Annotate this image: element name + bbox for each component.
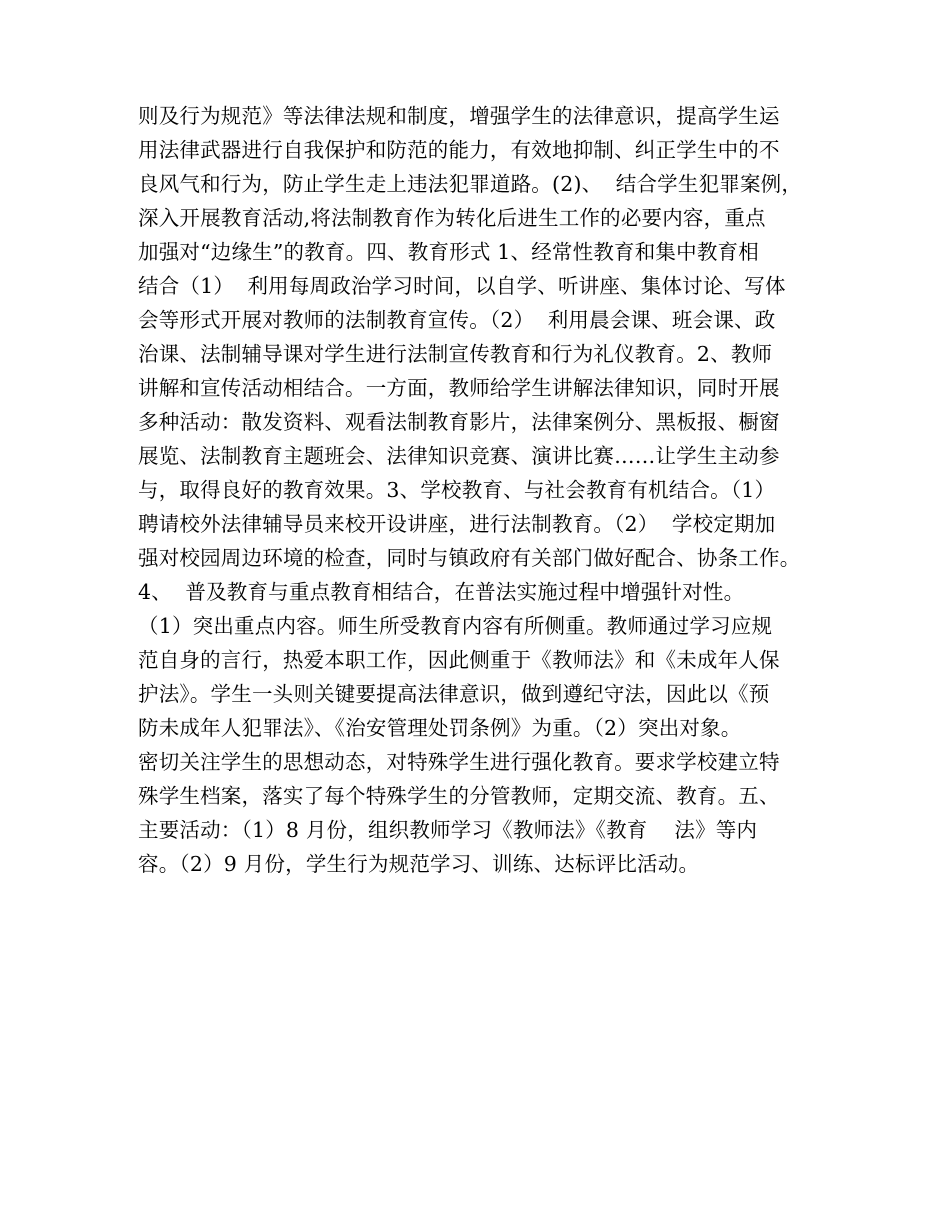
text-line: 讲解和宣传活动相结合。一方面，教师给学生讲解法律知识，同时开展: [138, 376, 780, 400]
text-line: 深入开展教育活动,将法制教育作为转化后进生工作的必要内容，重点: [138, 206, 766, 230]
text-line: 会等形式开展对教师的法制教育宣传。（2） 利用晨会课、班会课、政: [138, 308, 776, 332]
text-line: 范自身的言行，热爱本职工作，因此侧重于《教师法》和《未成年人保: [138, 648, 780, 672]
text-line: 护法》。学生一头则关键要提高法律意识，做到遵纪守法，因此以《预: [138, 682, 770, 706]
text-line: 治课、法制辅导课对学生进行法制宣传教育和行为礼仪教育。2、教师: [138, 342, 773, 366]
text-line: 密切关注学生的思想动态，对特殊学生进行强化教育。要求学校建立特: [138, 750, 780, 774]
text-line: 良风气和行为，防止学生走上违法犯罪道路。(2)、 结合学生犯罪案例，: [138, 172, 803, 196]
text-line: （1）突出重点内容。师生所受教育内容有所侧重。教师通过学习应规: [138, 614, 773, 638]
text-line: 用法律武器进行自我保护和防范的能力，有效地抑制、纠正学生中的不: [138, 138, 780, 162]
text-line: 与，取得良好的教育效果。3、学校教育、与社会教育有机结合。（1）: [138, 478, 776, 502]
text-line: 强对校园周边环境的检查，同时与镇政府有关部门做好配合、协条工作。: [138, 546, 801, 570]
text-line: 则及行为规范》等法律法规和制度，增强学生的法律意识，提高学生运: [138, 104, 780, 128]
text-line: 聘请校外法律辅导员来校开设讲座，进行法制教育。（2） 学校定期加: [138, 512, 776, 536]
text-line: 主要活动：（1）8 月份，组织教师学习《教师法》《教育 法》等内: [138, 818, 758, 842]
body-text: [138, 99, 828, 881]
text-line: 结合（1） 利用每周政治学习时间，以自学、听讲座、集体讨论、写体: [138, 274, 786, 298]
text-line: 4、 普及教育与重点教育相结合，在普法实施过程中增强针对性。: [138, 580, 745, 604]
text-line: 容。（2）9 月份，学生行为规范学习、训练、达标评比活动。: [138, 852, 700, 876]
text-line: 加强对“边缘生”的教育。四、教育形式 1、经常性教育和集中教育相: [138, 240, 759, 264]
text-line: 殊学生档案，落实了每个特殊学生的分管教师，定期交流、教育。五、: [138, 784, 780, 808]
text-line: 防未成年人犯罪法》、《治安管理处罚条例》为重。（2）突出对象。: [138, 716, 742, 740]
text-line: 多种活动：散发资料、观看法制教育影片，法律案例分、黑板报、橱窗: [138, 410, 780, 434]
text-line: 展览、法制教育主题班会、法律知识竞赛、演讲比赛……让学生主动参: [138, 444, 780, 468]
